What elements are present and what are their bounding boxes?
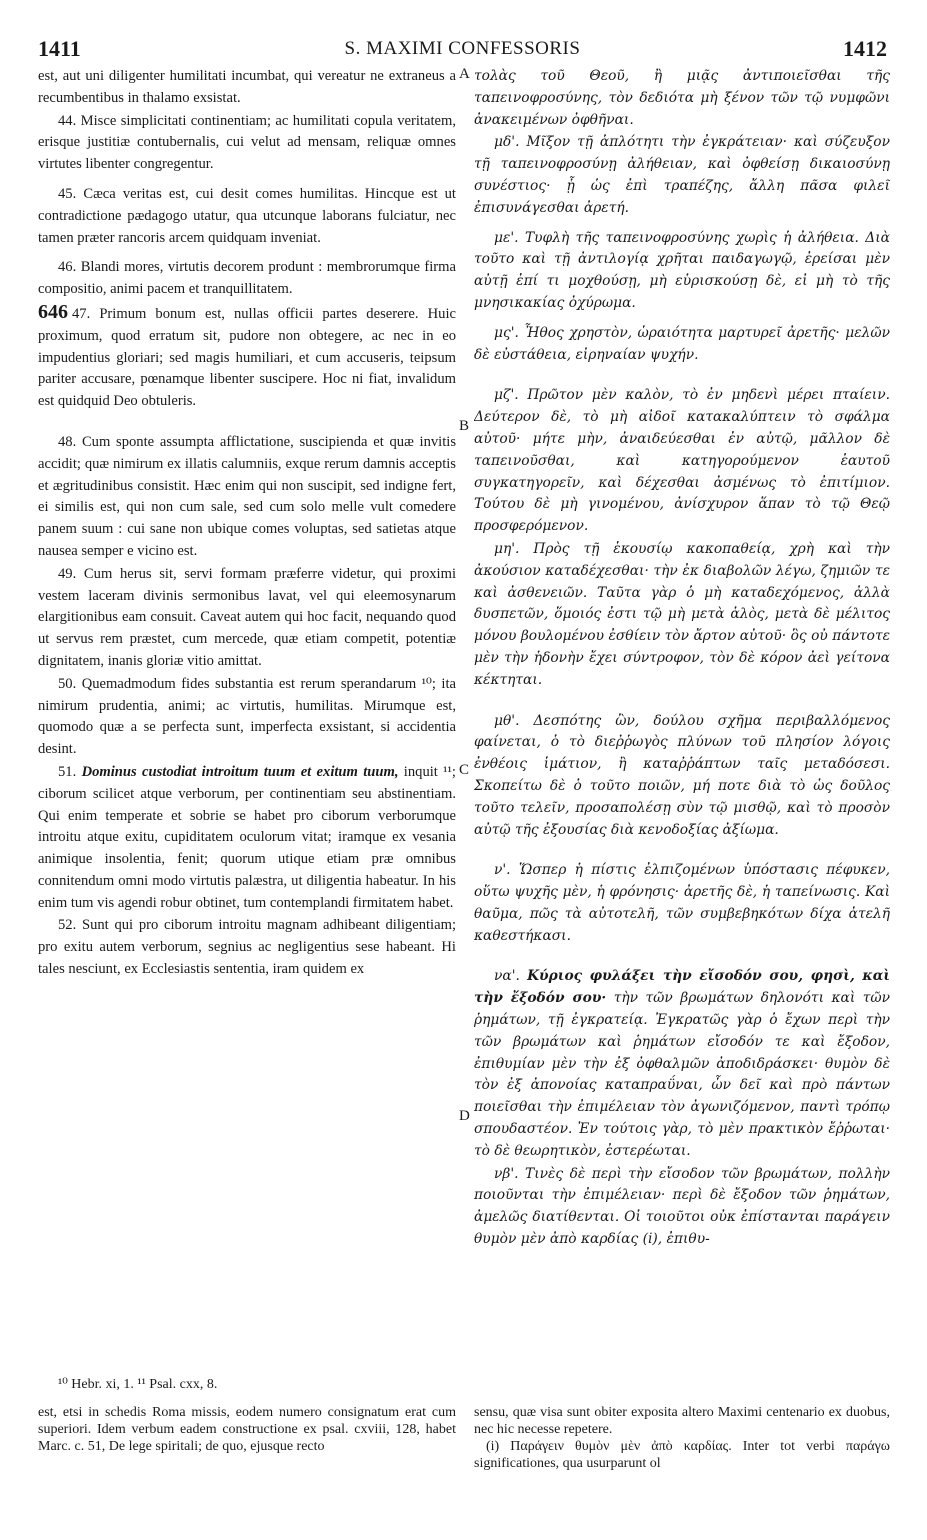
latin-paragraph-51-text: inquit ¹¹; ciborum scilicet atque verborum, per continentiam seu abstinentiam. Qui enim temperate et sobrie se habet pro ciborum verborumque introitu atque exitu, cupiditatem oculorum vitat; iramque ex vesania animique insolentia, fenit; quorum utique etiam præ omnibus connitendum omni modo virtutis palæstra, ut diligentia habeatur. In his enim tum vis agendi robur obtinet, tum contemplandi firmitatem habet.	[38, 763, 456, 911]
latin-column	[38, 66, 456, 1372]
latin-paragraph-49: 49. Cum herus sit, servi formam præferre videtur, qui proximi vestem laceram divinis sermonibus lavat, vel qui eleemosynarum elargitionibus eam consuit. Caveat autem qui hoc facit, nequando quod ut servus rem præstet, cum mercede, quæ etiam competit, potentiæ dignitatem, inanis gloriæ vitio amittat.	[38, 565, 456, 669]
latin-paragraph-44: 44. Misce simplicitati continentiam; ac humilitati copula veritatem, erisque justitiæ contubernalis, cui velut ad mensam, reliquæ omnes virtutes libenter congregentur.	[38, 112, 456, 173]
latin-paragraph-52: 52. Sunt qui pro ciborum introitu magnam adhibeant diligentiam; pro exitu autem verborum, segnius ac negligentius sese habeant. Hi tales nesciunt, ex Ecclesiastis sententia, iram quidem ex	[38, 917, 456, 978]
greek-paragraph-45: με'. Τυφλὴ τῆς ταπεινοφροσύνης χωρὶς ἡ ἀλήθεια. Διὰ τοῦτο καὶ τῇ ἀντιλογίᾳ χρῆται παιδαγωγῷ, ἐρείσαι μὲν αὐτῇ ἐπί τι μοχθούσῃ, μὴ εὑρισκούσῃ δὲ, εἰ μὴ τὸ τῆς μνησικακίας ὀχύρωμα.	[474, 229, 890, 311]
margin-marker-b: B	[459, 418, 470, 434]
margin-marker-a: A	[459, 66, 470, 82]
commentary-right	[474, 1404, 890, 1472]
greek-paragraph-46: μς'. Ἦθος χρηστὸν, ὡραιότητα μαρτυρεῖ ἀρετῆς· μελῶν δὲ εὐστάθεια, εἰρηναίαν ψυχήν.	[474, 324, 890, 363]
margin-marker-d: D	[459, 1108, 470, 1124]
greek-paragraph-51-quote: Κύριος φυλάξει τὴν εἴσοδόν σου, φησὶ, καὶ τὴν ἔξοδόν σου·	[474, 968, 890, 1007]
latin-paragraph-51-quote: Dominus custodiat introitum tuum et exitum tuum,	[81, 763, 399, 780]
latin-paragraph-43-cont: est, aut uni diligenter humilitati incumbat, qui vereatur ne extraneus a recumbentibus in thalamo exsistat.	[38, 68, 456, 106]
page-number-left: 1411	[38, 36, 81, 61]
page-header	[38, 36, 887, 62]
latin-paragraph-47: 47. Primum bonum est, nullas officii partes deserere. Huic proximum, quod erratum sit, pudore non obtegere, ac nec in eo impudentius gloriari; sed magis humiliari, et cum accuseris, teipsum pariter accusare, pœnamque libenter suscipere. Hoc ni fiat, invalidum est quidquid Deo obtuleris.	[38, 305, 456, 410]
latin-paragraph-45: 45. Cæca veritas est, cui desit comes humilitas. Hincque est ut contradictione pædagogo utatur, qua utcunque laborans fulciatur, nec tamen præter rancoris arcem quidquam inveniat.	[38, 185, 456, 246]
page-number-right: 1412	[843, 36, 887, 61]
greek-paragraph-43-cont: τολὰς τοῦ Θεοῦ, ἢ μιᾷς ἀντιποιεῖσθαι τῆς ταπεινοφροσύνης, τὸν δεδιότα μὴ ξένον τῶν τῷ νυμφῶνι ἀνακειμένων ὀφθῆναι.	[474, 68, 890, 128]
latin-paragraph-50: 50. Quemadmodum fides substantia est rerum sperandarum ¹⁰; ita nimirum prudentia, animi; ac virtutis, humilitas. Mirumque est, quomodo quæ a se perfecta sunt, imperfecta exsistant, si accidentia desint.	[38, 675, 456, 758]
greek-paragraph-49: μθ'. Δεσπότης ὢν, δούλου σχῆμα περιβαλλόμενος φαίνεται, ὁ τὸ διεῤῥωγὸς πλύνων τοῦ πλησίον λόγοις ἐνθέοις ἱμάτιον, ἢ καταῤῥάπτων ταῖς μεταδόσεσι. Σκοπείτω δὲ ὁ τοῦτο ποιῶν, μή ποτε διὰ τὸ ὡς δοῦλος τοῦτο τελεῖν, προσαπολέσῃ σὺν τῷ μισθῷ, καὶ τὸ προσὸν αὐτῷ τῆς ἐξουσίας διὰ κενοδοξίας ἀξίωμα.	[474, 712, 890, 838]
greek-paragraph-51-text: τὴν τῶν βρωμάτων δηλονότι καὶ τῶν ῥημάτων, τῇ ἐγκρατείᾳ. Ἐγκρατῶς γὰρ ὁ ἔχων περὶ τὴν τῶν βρωμάτων καὶ ῥημάτων εἴσοδόν τε καὶ ἔξοδον, ἐπιθυμίαν μὲν τὴν ἐξ ὀφθαλμῶν ἀποδιδράσκει· θυμὸν δὲ τὸν ἐξ ἀπονοίας καταπραΰναι, ὧν δεῖ καὶ πρὸ πάντων ποιεῖσθαι τὴν ἐπιμέλειαν τὸν ἀγωνιζόμενον, παντὶ τρόπῳ σπουδαστέον. Ἐν τούτοις γὰρ, τὸ μὲν πρακτικὸν ἔῤῥωται· τὸ δὲ θεωρητικὸν, ἐστερέωται.	[474, 990, 890, 1159]
margin-marker-c: C	[459, 762, 470, 778]
greek-paragraph-51-number: να'.	[494, 968, 520, 985]
running-title: S. MAXIMI CONFESSORIS	[344, 38, 581, 59]
latin-paragraph-51	[38, 762, 456, 915]
commentary-right-para-1: sensu, quæ visa sunt obiter exposita altero Maximi centenario ex duobus, nec hic necesse repetere.	[474, 1405, 890, 1437]
commentary-left: est, etsi in schedis Roma missis, eodem numero consignatum erat cum superiori. Idem verbum eadem constructione ex psal. cxviii, 128, habet Marc. c. 51, De lege spiritali; de quo, ejusque recto	[38, 1405, 456, 1454]
latin-paragraph-48: 48. Cum sponte assumpta afflictatione, suscipienda et quæ invitis accidit; quæ nimirum ex illatis calumniis, exque rerum damnis acceptis et ægritudinibus consistit. Hæc enim qui non suscipit, sed indigne fert, ei similis est, qui non cum sale, sed cum solo melle vult comedere panem suum : cui sane non ubique comes voluptas, sed satietas atque nausea semper e vicino est.	[38, 433, 456, 559]
greek-paragraph-52: νβ'. Τινὲς δὲ περὶ τὴν εἴσοδον τῶν βρωμάτων, πολλὴν ποιοῦνται τὴν ἐπιμέλειαν· περὶ δὲ ἔξοδον τῶν ῥημάτων, ἀμελῶς διατίθενται. Οἱ τοιοῦτοι οὐκ ἐπίστανται παράγειν θυμὸν μὲν ἀπὸ καρδίας (i), ἐπιθυ-	[474, 1165, 890, 1248]
greek-column	[474, 66, 890, 1372]
greek-paragraph-44: μδ'. Μῖξον τῇ ἁπλότητι τὴν ἐγκράτειαν· καὶ σύζευξον τῇ ταπεινοφροσύνῃ ἀλήθειαν, καὶ ὀφθείσῃ δικαιοσύνῃ συνέστιος· ᾗ ὡς ἐπὶ τραπέζης, ἄλλη πᾶσα φιλεῖ ἐπισυνάγεσθαι ἀρετή.	[474, 134, 890, 216]
commentary-right-para-2: (i) Παράγειν θυμὸν μὲν ἀπὸ καρδίας. Inter tot verbi παράγω significationes, qua usurparunt ol	[474, 1439, 890, 1471]
greek-paragraph-48: μη'. Πρὸς τῇ ἑκουσίῳ κακοπαθείᾳ, χρὴ καὶ τὴν ἀκούσιον καταδέχεσθαι· τὴν ἐκ διαβολῶν λέγω, ζημιῶν τε καὶ ἀσθενειῶν. Ταῦτα γὰρ ὁ μὴ καταδεχόμενος, ἀλλὰ δυσπετῶν, ὅμοιός ἐστι τῷ μὴ μετὰ ἁλὸς, μετὰ δὲ μέλιτος μόνου βουλομένου ἐσθίειν τὸν ἄρτον αὐτοῦ· ὃς οὐ πάντοτε μὲν τὴν ἡδονὴν ἔχει σύντροφον, τὸν δὲ κόρον ἀεὶ γείτονα κέκτηται.	[474, 540, 890, 688]
latin-paragraph-51-number: 51.	[58, 763, 77, 780]
greek-paragraph-51	[474, 966, 890, 1162]
column-number: 646	[38, 300, 68, 323]
greek-paragraph-47: μζ'. Πρῶτον μὲν καλὸν, τὸ ἐν μηδενὶ μέρει πταίειν. Δεύτερον δὲ, τὸ μὴ αἰδοῖ κατακαλύπτειν τὸ σφάλμα αὐτοῦ· μήτε μὴν, ἀναιδεύεσθαι ἐν αὐτῷ, μᾶλλον δὲ ταπεινοῦσθαι, καὶ κατηγορούμενον ἑαυτοῦ συγκατηγορεῖν, καὶ δέχεσθαι ἀσμένως τὸ ἐπιτίμιον. Τούτου δὲ μὴ γινομένου, ἀνίσχυρον ἅπαν τὸ τῷ Θεῷ προσφερόμενον.	[474, 387, 890, 535]
latin-paragraph-47-wrap	[38, 302, 456, 413]
latin-paragraph-46: 46. Blandi mores, virtutis decorem produnt : membrorumque firma compositio, animi pacem et tranquillitatem.	[38, 259, 456, 298]
greek-paragraph-50: ν'. Ὥσπερ ἡ πίστις ἐλπιζομένων ὑπόστασις πέφυκεν, οὕτω ψυχῆς μὲν, ἡ φρόνησις· ἀρετῆς δὲ, ἡ ταπείνωσις. Καὶ θαῦμα, πῶς τὰ αὐτοτελῆ, τῶν συμβεβηκότων δίχα ἀτελῆ καθεστήκασι.	[474, 862, 890, 944]
footnotes: ¹⁰ Hebr. xi, 1. ¹¹ Psal. cxx, 8.	[58, 1377, 218, 1392]
